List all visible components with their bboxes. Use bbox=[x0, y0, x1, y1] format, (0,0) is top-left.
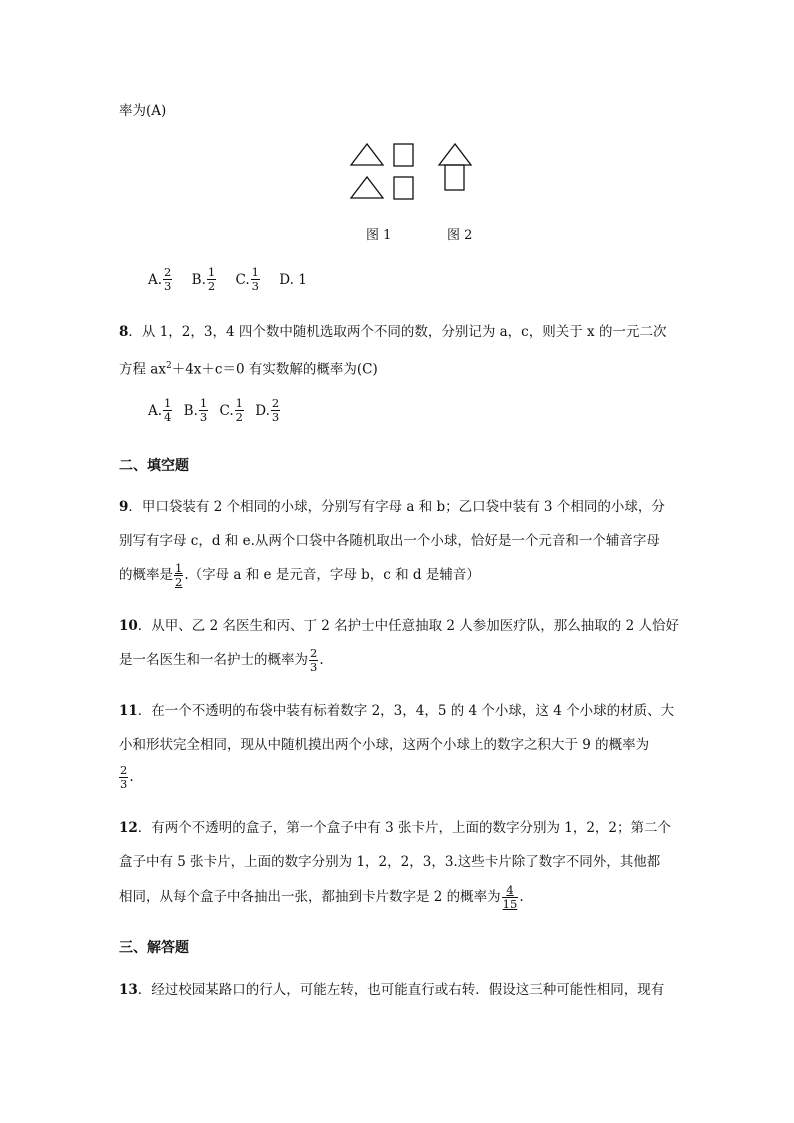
q8-option-b bbox=[184, 397, 210, 424]
q7-option-a bbox=[148, 266, 173, 293]
exponent: 2 bbox=[165, 361, 172, 371]
figure-1 bbox=[348, 141, 418, 203]
fraction bbox=[207, 266, 216, 293]
q11-line-2: 小和形状完全相同，现从中随机摸出两个小球，这两个小球上的数字之积大于 9 的概率为 bbox=[119, 737, 650, 753]
q7-option-c bbox=[236, 266, 261, 293]
q8-text-2a: 方程 ax bbox=[119, 361, 166, 378]
fraction-numerator: 2 bbox=[310, 646, 318, 660]
fig2-body-square bbox=[445, 165, 464, 190]
fraction bbox=[235, 397, 244, 424]
option-label: C. bbox=[219, 402, 234, 419]
q12-answer-fraction bbox=[502, 884, 519, 911]
q11-line-1 bbox=[119, 701, 674, 721]
q8-text-2b: ＋4x＋c＝0 有实数解的概率为(C) bbox=[171, 361, 378, 378]
q10-line-2 bbox=[119, 647, 324, 674]
fig1-triangle-top bbox=[351, 144, 383, 165]
q10-text-2a: 是一名医生和一名护士的概率为 bbox=[119, 652, 308, 668]
q11-text-1: ．在一个不透明的布袋中装有标着数字 2，3，4，5 的 4 个小球，这 4 个小球的材质、大 bbox=[137, 703, 675, 719]
q11-answer-fraction bbox=[119, 764, 128, 791]
fig2-roof-triangle bbox=[439, 144, 471, 165]
q12-line-2: 盒子中有 5 张卡片，上面的数字分别为 1，2，2，3，3.这些卡片除了数字不同外，其他都 bbox=[119, 854, 661, 870]
fraction bbox=[251, 266, 260, 293]
question-number: 10 bbox=[119, 618, 138, 634]
fraction bbox=[199, 397, 208, 424]
fraction-numerator: 2 bbox=[120, 763, 128, 777]
section-heading-fill-blank: 二、填空题 bbox=[119, 458, 189, 474]
q9-line-3 bbox=[119, 562, 480, 589]
option-label: D. bbox=[255, 402, 270, 419]
q8-options bbox=[148, 397, 295, 424]
q8-text-1: ．从 1，2，3，4 四个数中随机选取两个不同的数，分别记为 a，c，则关于 x 的一元二次 bbox=[128, 324, 667, 340]
option-label: B. bbox=[191, 271, 206, 288]
fraction bbox=[163, 266, 172, 293]
q9-line-2: 别写有字母 c，d 和 e.从两个口袋中各随机取出一个小球，恰好是一个元音和一个辅音字母 bbox=[119, 533, 660, 549]
option-label: C. bbox=[235, 271, 250, 288]
fraction-numerator: 1 bbox=[207, 265, 216, 279]
q9-text-1: ．甲口袋装有 2 个相同的小球，分别写有字母 a 和 b；乙口袋中装有 3 个相同的小球，分 bbox=[128, 499, 665, 515]
fraction-denominator: 3 bbox=[120, 777, 128, 791]
fraction-numerator: 4 bbox=[506, 883, 514, 897]
q11-text-3b: . bbox=[129, 769, 134, 785]
q13-line-1 bbox=[119, 980, 664, 1000]
fraction-denominator: 2 bbox=[175, 575, 183, 589]
option-label: D. bbox=[279, 271, 294, 288]
option-label: A. bbox=[148, 271, 163, 288]
fraction-denominator: 3 bbox=[199, 410, 208, 424]
q8-line-1 bbox=[119, 322, 666, 342]
fig1-square-bottom bbox=[394, 177, 413, 199]
question-number: 8 bbox=[119, 324, 129, 340]
q9-line-1 bbox=[119, 497, 665, 517]
fraction-numerator: 1 bbox=[175, 561, 183, 575]
question-number: 13 bbox=[119, 982, 138, 998]
q8-option-a bbox=[148, 397, 173, 424]
fraction-numerator: 1 bbox=[164, 396, 172, 410]
fig1-square-top bbox=[394, 144, 413, 166]
question-number: 9 bbox=[119, 499, 129, 515]
option-label: A. bbox=[148, 402, 163, 419]
fraction-numerator: 2 bbox=[271, 396, 280, 410]
fraction-denominator: 4 bbox=[164, 410, 172, 424]
figure-2-caption: 图 2 bbox=[447, 228, 473, 243]
q13-text-1: ．经过校园某路口的行人，可能左转，也可能直行或右转．假设这三种可能性相同，现有 bbox=[137, 982, 665, 998]
fraction-numerator: 2 bbox=[164, 265, 172, 279]
q12-text-1: ．有两个不透明的盒子，第一个盒子中有 3 张卡片，上面的数字分别为 1，2，2；第二个 bbox=[137, 820, 672, 836]
fraction-denominator: 2 bbox=[207, 279, 216, 293]
figure-1-caption: 图 1 bbox=[366, 228, 392, 243]
fraction-denominator: 3 bbox=[164, 279, 172, 293]
q11-line-3 bbox=[119, 764, 134, 791]
q10-text-1: ．从甲、乙 2 名医生和丙、丁 2 名护士中任意抽取 2 人参加医疗队，那么抽取的 2 人恰好 bbox=[137, 618, 679, 634]
fraction-denominator: 15 bbox=[502, 897, 518, 911]
q10-text-2b: . bbox=[319, 652, 324, 668]
fraction bbox=[271, 397, 280, 424]
q12-text-3b: . bbox=[519, 889, 524, 905]
q7-text-tail: 率为(A) bbox=[119, 103, 167, 119]
q9-answer-fraction bbox=[174, 562, 183, 589]
section-heading-solve: 三、解答题 bbox=[119, 940, 189, 956]
fraction-denominator: 3 bbox=[271, 410, 280, 424]
q12-line-3 bbox=[119, 884, 524, 911]
fraction-denominator: 3 bbox=[251, 279, 259, 293]
q12-text-3a: 相同，从每个盒子中各抽出一张，都抽到卡片数字是 2 的概率为 bbox=[119, 889, 501, 905]
fraction-denominator: 2 bbox=[235, 410, 243, 424]
figure-2 bbox=[437, 141, 475, 195]
option-value: 1 bbox=[298, 271, 307, 288]
q10-line-1 bbox=[119, 616, 679, 636]
fraction-denominator: 3 bbox=[310, 660, 318, 674]
q8-option-d bbox=[255, 397, 281, 424]
question-number: 12 bbox=[119, 820, 138, 836]
q7-options bbox=[148, 266, 321, 293]
option-label: B. bbox=[183, 402, 198, 419]
q7-option-d bbox=[279, 272, 307, 288]
q9-text-3b: .（字母 a 和 e 是元音，字母 b，c 和 d 是辅音） bbox=[184, 567, 480, 583]
fig1-triangle-bottom bbox=[351, 177, 383, 198]
question-number: 11 bbox=[119, 703, 138, 719]
fraction bbox=[163, 397, 172, 424]
fraction-numerator: 1 bbox=[235, 396, 243, 410]
fraction-numerator: 1 bbox=[199, 396, 208, 410]
fraction-numerator: 1 bbox=[251, 265, 259, 279]
q12-line-1 bbox=[119, 818, 671, 838]
q8-line-2 bbox=[119, 356, 378, 380]
q9-text-3a: 的概率是 bbox=[119, 567, 173, 583]
q8-option-c bbox=[220, 397, 245, 424]
q10-answer-fraction bbox=[309, 647, 318, 674]
q7-option-b bbox=[192, 266, 218, 293]
